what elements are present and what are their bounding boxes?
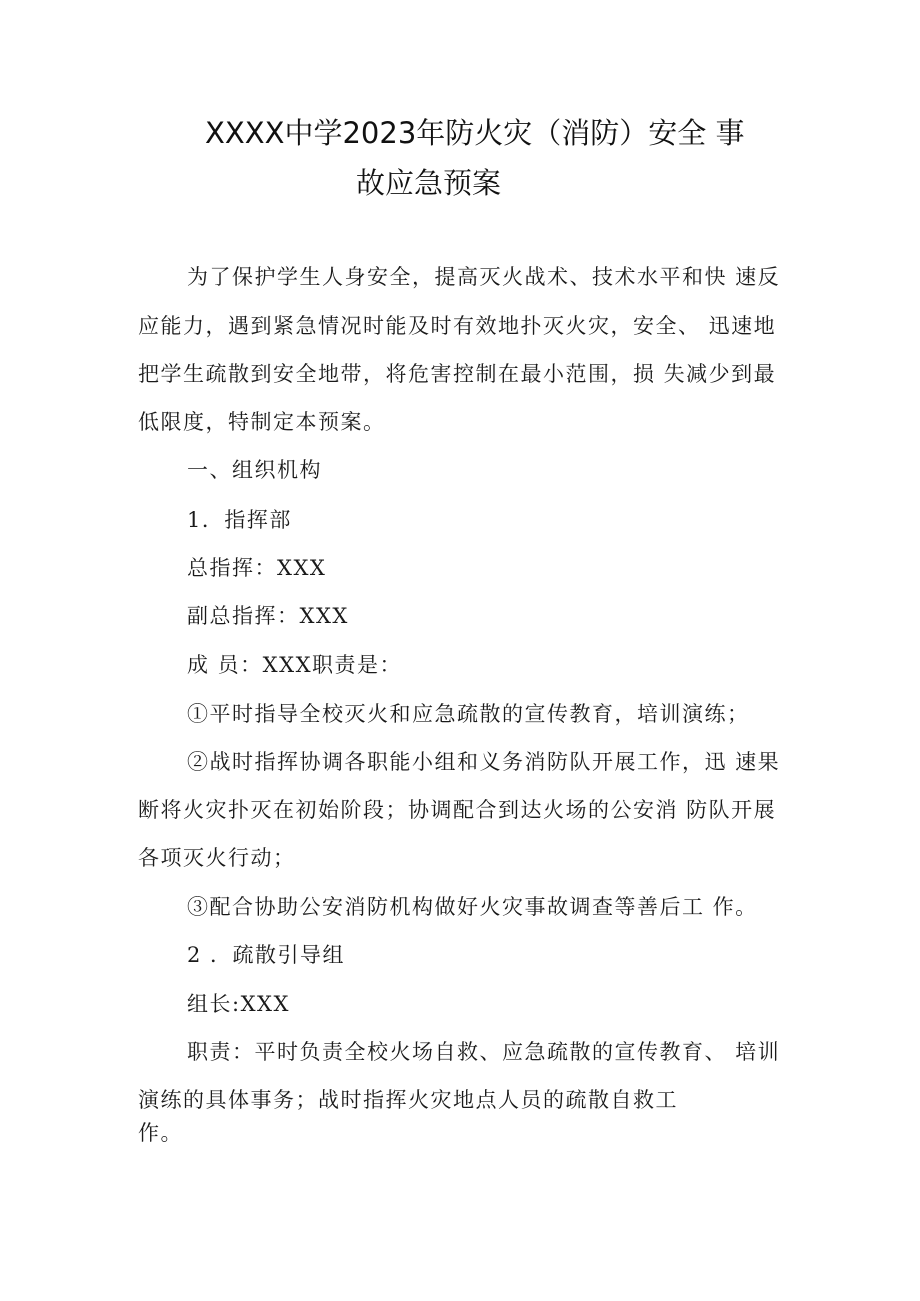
duty-item-2-line-2: 断将火灾扑灭在初始阶段；协调配合到达火场的公安消 防队开展 — [138, 798, 777, 822]
evacuation-duty-line-2: 演练的具体事务；战时指挥火灾地点人员的疏散自救工 — [138, 1088, 678, 1112]
members-line: 成 员：XXX职责是： — [187, 653, 403, 677]
evacuation-duty-line-3: 作。 — [138, 1121, 183, 1145]
section-heading-organization: 一、组织机构 — [187, 458, 322, 482]
duty-item-3: ③配合协助公安消防机构做好火灾事故调查等善后工 作。 — [187, 895, 758, 919]
duty-item-2-line-1: ②战时指挥协调各职能小组和义务消防队开展工作，迅 速果 — [187, 750, 781, 774]
document-title-line-2: 故应急预案 — [356, 166, 502, 200]
subsection-heading-evacuation: 2 ．疏散引导组 — [187, 943, 346, 967]
commander-line: 总指挥：XXX — [187, 556, 327, 580]
duty-item-1: ①平时指导全校灭火和应急疏散的宣传教育，培训演练； — [187, 702, 750, 726]
evacuation-duty-line-1: 职责：平时负责全校火场自救、应急疏散的宣传教育、 培训 — [187, 1040, 781, 1064]
intro-line-4: 低限度，特制定本预案。 — [138, 410, 386, 434]
intro-line-1: 为了保护学生人身安全，提高灭火战术、技术水平和快 速反 — [187, 265, 781, 289]
deputy-commander-line: 副总指挥：XXX — [187, 604, 349, 628]
subsection-heading-command: 1．指挥部 — [187, 508, 292, 532]
document-title-line-1: XXXX中学2023年防火灾（消防）安全 事 — [205, 116, 745, 150]
duty-item-2-line-3: 各项灭火行动； — [138, 846, 296, 870]
intro-line-2: 应能力，遇到紧急情况时能及时有效地扑灭火灾，安全、 迅速地 — [138, 314, 777, 338]
group-leader-line: 组长:XXX — [187, 992, 290, 1016]
intro-line-3: 把学生疏散到安全地带，将危害控制在最小范围，损 失减少到最 — [138, 362, 777, 386]
